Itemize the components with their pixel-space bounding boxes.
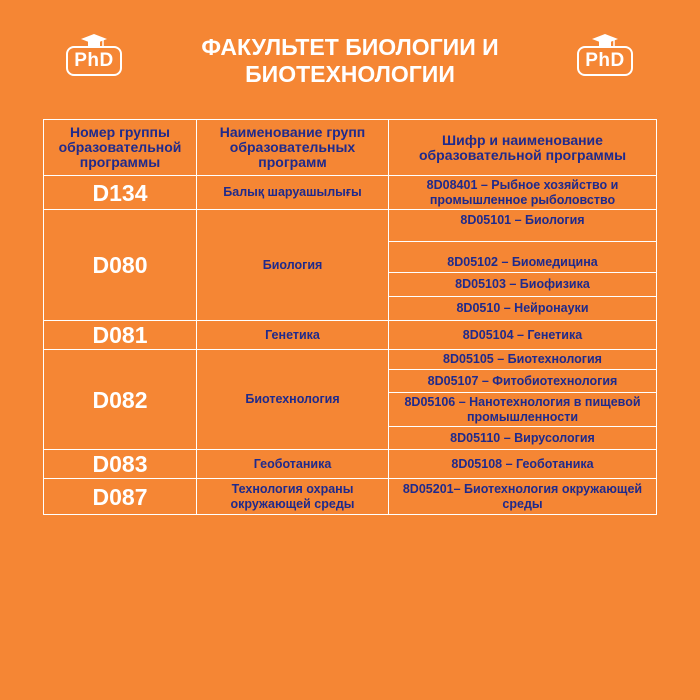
header-group-number: Номер группы образовательной программы: [44, 120, 197, 176]
program-cell: 8D0510 – Нейронауки: [389, 297, 657, 321]
phd-logo-text: PhD: [577, 46, 633, 76]
program-cell: 8D05101 – Биология: [389, 210, 657, 242]
group-name: Геоботаника: [197, 450, 389, 479]
phd-logo-right: [575, 34, 635, 80]
phd-logo-text: PhD: [66, 46, 122, 76]
table-header-row: [44, 120, 657, 176]
group-name: Генетика: [197, 321, 389, 350]
group-code: D134: [44, 176, 197, 210]
group-code: D083: [44, 450, 197, 479]
group-code: D080: [44, 210, 197, 321]
table-row: [44, 350, 657, 370]
group-code: D081: [44, 321, 197, 350]
group-name: Биология: [197, 210, 389, 321]
program-cell: 8D05110 – Вирусология: [389, 427, 657, 450]
program-cell: 8D05107 – Фитобиотехнология: [389, 370, 657, 393]
phd-logo-left: [64, 34, 124, 80]
program-cell: 8D08401 – Рыбное хозяйство и промышленное рыболовство: [389, 176, 657, 210]
program-cell: 8D05102 – Биомедицина: [389, 242, 657, 273]
program-cell: 8D05104 – Генетика: [389, 321, 657, 350]
header-program: Шифр и наименование образовательной программы: [389, 120, 657, 176]
program-cell: 8D05108 – Геоботаника: [389, 450, 657, 479]
program-cell: 8D05106 – Нанотехнология в пищевой промышленности: [389, 393, 657, 427]
table-row: [44, 176, 657, 210]
group-name: Балық шаруашылығы: [197, 176, 389, 210]
table-row: [44, 450, 657, 479]
group-code: D082: [44, 350, 197, 450]
group-code: D087: [44, 479, 197, 515]
table-row: [44, 321, 657, 350]
program-cell: 8D05201– Биотехнология окружающей среды: [389, 479, 657, 515]
table-row: [44, 210, 657, 242]
group-name: Технология охраны окружающей среды: [197, 479, 389, 515]
header-group-name: Наименование групп образовательных программ: [197, 120, 389, 176]
group-name: Биотехнология: [197, 350, 389, 450]
program-cell: 8D05103 – Биофизика: [389, 273, 657, 297]
page-title: ФАКУЛЬТЕТ БИОЛОГИИ И БИОТЕХНОЛОГИИ: [201, 34, 499, 87]
program-cell: 8D05105 – Биотехнология: [389, 350, 657, 370]
programs-table: [43, 119, 657, 515]
table-row: [44, 479, 657, 515]
